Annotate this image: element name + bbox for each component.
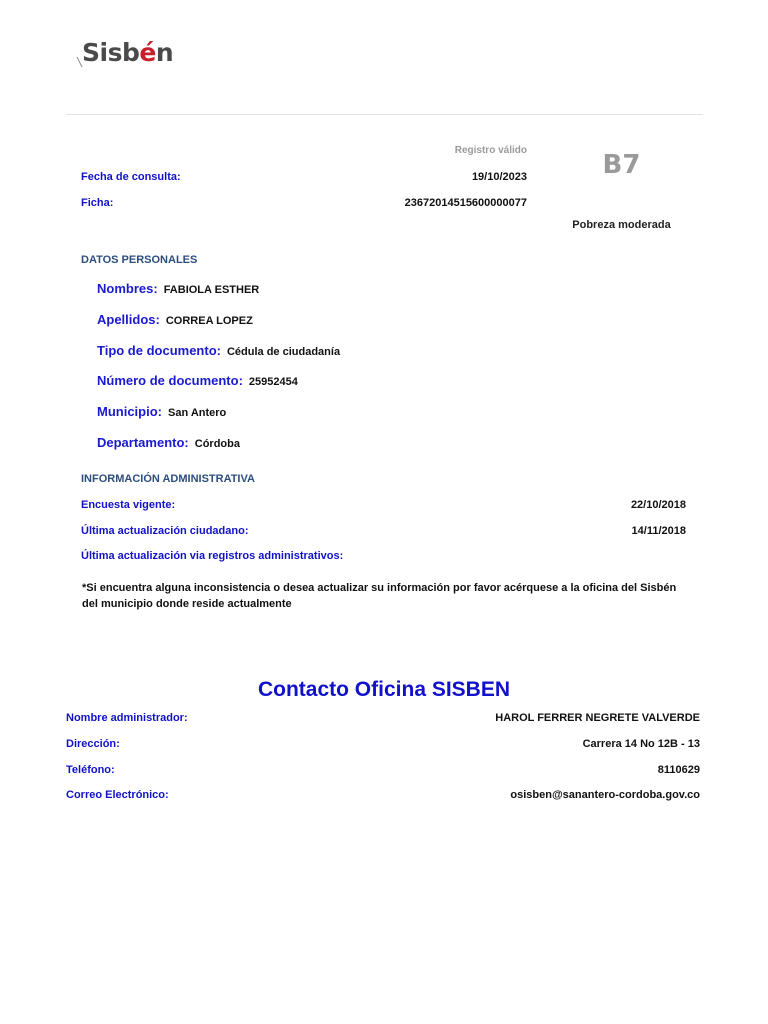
- fecha-consulta-label: Fecha de consulta:: [81, 171, 181, 183]
- departamento-row: [97, 435, 240, 450]
- ficha-value: 23672014515600000077: [404, 197, 527, 209]
- act-ciudadano-label: Última actualización ciudadano:: [81, 525, 249, 537]
- numero-documento-row: [97, 373, 298, 388]
- grupo-badge: B7: [602, 150, 641, 180]
- contacto-title: Contacto Oficina SISBEN: [257, 678, 511, 701]
- direccion-value: Carrera 14 No 12B - 13: [582, 738, 700, 750]
- tipo-documento-value: Cédula de ciudadanía: [226, 346, 341, 358]
- numero-documento-label: Número de documento:: [97, 373, 243, 388]
- act-ciudadano-value: 14/11/2018: [631, 525, 686, 537]
- fecha-consulta-value: 19/10/2023: [471, 171, 527, 183]
- telefono-label: Teléfono:: [66, 764, 115, 776]
- datos-personales-title: DATOS PERSONALES: [81, 254, 198, 266]
- municipio-value: San Antero: [168, 407, 227, 419]
- apellidos-label: Apellidos:: [97, 312, 160, 327]
- municipio-row: [97, 404, 226, 419]
- apellidos-value: CORREA LOPEZ: [165, 315, 253, 327]
- act-registros-label: Última actualización via registros administrativos:: [81, 550, 344, 562]
- grupo-description: Pobreza moderada: [572, 219, 671, 231]
- departamento-label: Departamento:: [97, 435, 189, 450]
- logo-text: Sisbén: [82, 38, 174, 67]
- encuesta-vigente-label: Encuesta vigente:: [81, 499, 176, 511]
- numero-documento-value: 25952454: [248, 376, 298, 388]
- apellidos-row: [97, 312, 253, 327]
- tipo-documento-row: [97, 343, 340, 358]
- registro-status: Registro válido: [454, 145, 527, 156]
- correo-value[interactable]: osisben@sanantero-cordoba.gov.co: [510, 789, 700, 801]
- info-admin-title: INFORMACIÓN ADMINISTRATIVA: [81, 473, 255, 485]
- municipio-label: Municipio:: [97, 404, 162, 419]
- nombres-value: FABIOLA ESTHER: [163, 284, 260, 296]
- tipo-documento-label: Tipo de documento:: [97, 343, 221, 358]
- correo-label: Correo Electrónico:: [66, 789, 169, 801]
- nombres-row: [97, 281, 259, 296]
- header-divider: [66, 114, 703, 115]
- departamento-value: Córdoba: [194, 438, 240, 450]
- telefono-value: 8110629: [657, 764, 700, 776]
- admin-name-label: Nombre administrador:: [66, 712, 188, 724]
- encuesta-vigente-value: 22/10/2018: [630, 499, 686, 511]
- nombres-label: Nombres:: [97, 281, 158, 296]
- admin-name-value: HAROL FERRER NEGRETE VALVERDE: [495, 712, 700, 724]
- direccion-label: Dirección:: [66, 738, 120, 750]
- ficha-label: Ficha:: [81, 197, 114, 209]
- inconsistency-note: *Si encuentra alguna inconsistencia o desea actualizar su información por favor acérquese a la oficina del Sisbén del municipio donde reside actualmente: [82, 582, 677, 610]
